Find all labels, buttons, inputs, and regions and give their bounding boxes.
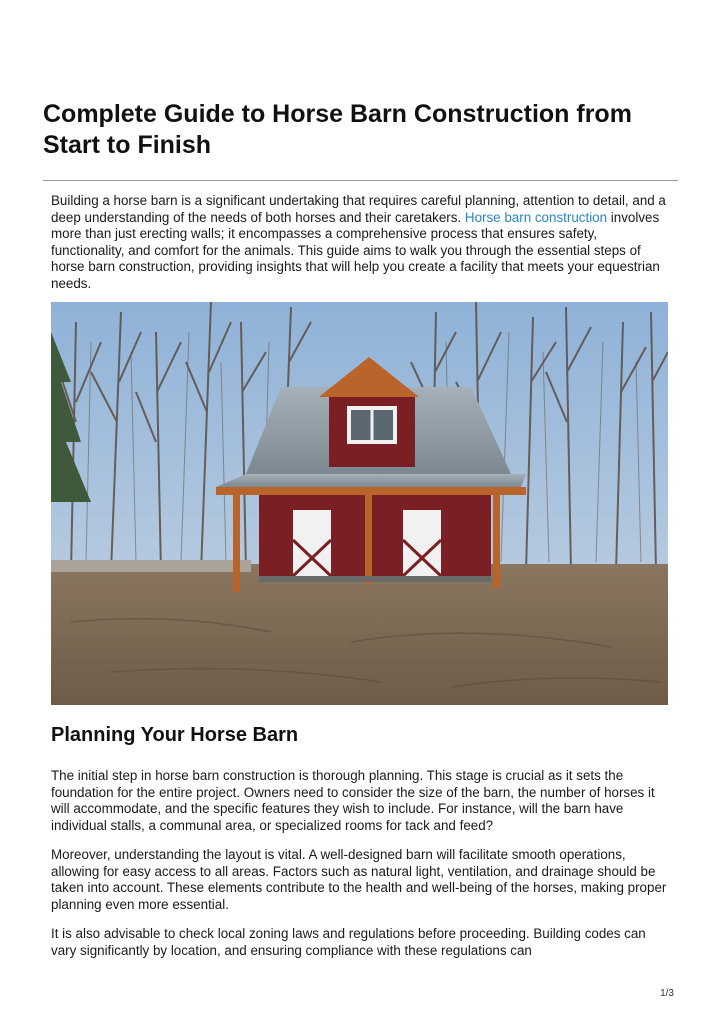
horse-barn-construction-link[interactable]: Horse barn construction — [464, 209, 608, 225]
section-paragraph-2: Moreover, understanding the layout is vital. A well-designed barn will facilitate smooth operations, allowing for easy access to all areas. Factors such as natural light, ventilation, and drainage should be taken into account. These elements contribute to the health and well-being of the horses, making proper planning even more essential. — [51, 847, 667, 912]
intro-paragraph — [51, 193, 671, 292]
intro-text-after-link: involves more than just erecting walls; it encompasses a comprehensive process that ensures safety, functionality, and comfort for the animals. This guide aims to walk you through the essential steps of horse barn construction, providing insights that will help you create a facility that meets your equestrian needs. — [51, 209, 660, 291]
page-number: 1/3 — [660, 988, 674, 999]
page-title: Complete Guide to Horse Barn Construction from Start to Finish — [43, 100, 632, 159]
section-paragraph-3: It is also advisable to check local zoning laws and regulations before proceeding. Building codes can vary significantly by location, and ensuring compliance with these regulations can — [51, 926, 646, 958]
intro-text-before-link: Building a horse barn is a significant undertaking that requires careful planning, attention to detail, and a deep understanding of the needs of both horses and their caretakers. — [51, 193, 666, 225]
title-divider — [43, 180, 678, 181]
section-paragraph-1: The initial step in horse barn construction is thorough planning. This stage is crucial as it sets the foundation for the entire project. Owners need to consider the size of the barn, the number of horses it will accommodate, and the specific features they wish to include. For instance, will the barn have individual stalls, a communal area, or specialized rooms for tack and feed? — [51, 768, 655, 833]
section-heading: Planning Your Horse Barn — [51, 724, 299, 746]
horse-barn-photo — [51, 302, 668, 705]
